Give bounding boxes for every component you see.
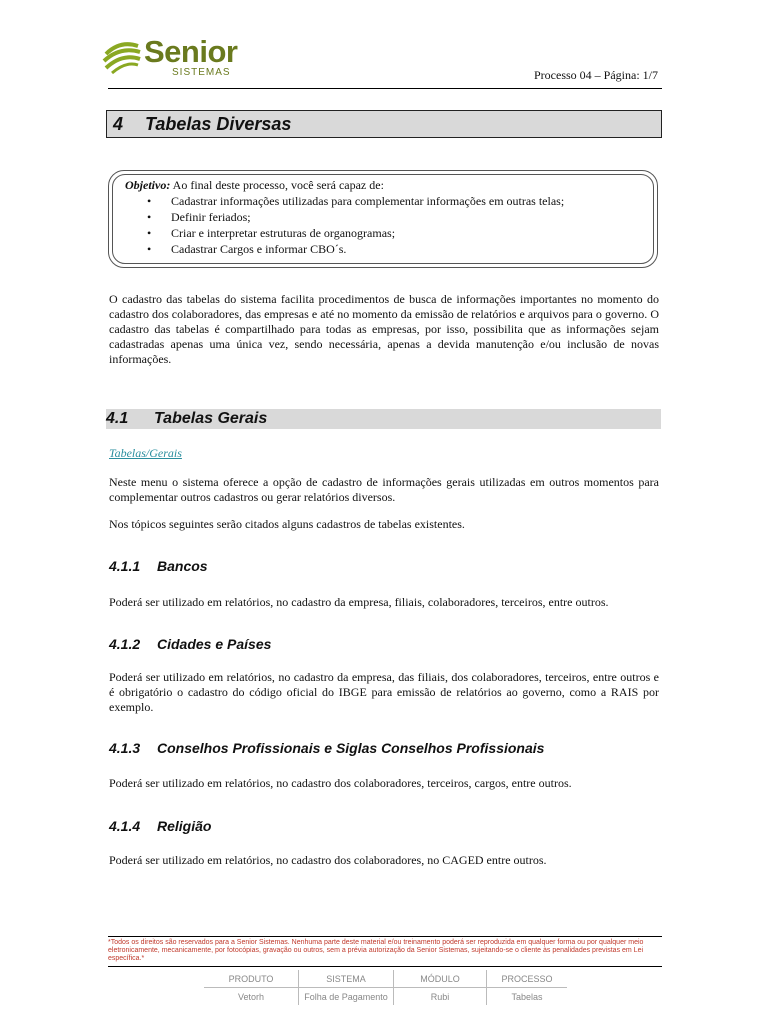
section-heading bbox=[106, 409, 661, 429]
subsection-title: Cidades e Países bbox=[157, 636, 272, 652]
footer-divider-top bbox=[108, 936, 662, 937]
objective-content bbox=[125, 177, 564, 257]
logo-wordmark: Senior bbox=[144, 34, 238, 69]
chapter-heading bbox=[106, 110, 662, 138]
subsection-heading-cidades bbox=[109, 636, 271, 652]
senior-logo bbox=[100, 34, 240, 84]
subsection-text-religiao: Poderá ser utilizado em relatórios, no cadastro dos colaboradores, no CAGED entre outros. bbox=[109, 853, 547, 867]
objective-item: • Cadastrar informações utilizadas para complementar informações em outras telas; bbox=[171, 193, 564, 209]
footer-info-table bbox=[204, 970, 567, 1005]
subsection-heading-religiao bbox=[109, 818, 211, 834]
footer-divider-bottom bbox=[108, 966, 662, 967]
subsection-number: 4.1.1 bbox=[109, 558, 141, 574]
subsection-title: Conselhos Profissionais e Siglas Conselhos Profissionais bbox=[157, 740, 545, 756]
subsection-title: Religião bbox=[157, 818, 212, 834]
footer-value-processo: Tabelas bbox=[511, 991, 543, 1002]
section-paragraph-1: Neste menu o sistema oferece a opção de cadastro de informações gerais utilizadas em outros momentos para complementar outros cadastros ou gerar relatórios diversos. bbox=[109, 475, 659, 504]
footer-header-processo: PROCESSO bbox=[487, 970, 568, 988]
footer-header-modulo: MÓDULO bbox=[394, 970, 487, 988]
footer-value-modulo: Rubi bbox=[394, 988, 487, 1006]
objective-item: • Cadastrar Cargos e informar CBO´s. bbox=[171, 241, 564, 257]
objective-label: Objetivo: bbox=[125, 178, 171, 192]
footer-value-sistema: Folha de Pagamento bbox=[299, 988, 394, 1006]
section-number: 4.1 bbox=[106, 410, 129, 427]
objective-intro: Ao final deste processo, você será capaz de: bbox=[172, 178, 384, 192]
tabelas-gerais-link[interactable]: Tabelas/Gerais bbox=[109, 446, 182, 460]
subsection-heading-conselhos bbox=[109, 740, 544, 756]
header-divider bbox=[108, 88, 662, 89]
subsection-title: Bancos bbox=[157, 558, 208, 574]
logo-subtitle: SISTEMAS bbox=[172, 67, 231, 78]
intro-paragraph: O cadastro das tabelas do sistema facilita procedimentos de busca de informações importantes no momento do cadastro dos colaboradores, das empresas e até no momento da emissão de relatórios e arquivos para o governo. O cadastro das tabelas é compartilhado para todas as empresas, por isso, possibilita que as informações sejam cadastradas apenas uma única vez, sendo necessária, apenas a devida manutenção e/ou inclusão de novas informações. bbox=[109, 292, 659, 366]
objective-intro-line bbox=[125, 177, 564, 193]
objective-list bbox=[125, 193, 564, 257]
subsection-number: 4.1.3 bbox=[109, 740, 141, 756]
senior-logo-icon bbox=[100, 36, 144, 76]
section-paragraph-2: Nos tópicos seguintes serão citados alguns cadastros de tabelas existentes. bbox=[109, 517, 465, 531]
page-info: Processo 04 – Página: 1/7 bbox=[534, 68, 658, 82]
chapter-title: Tabelas Diversas bbox=[145, 114, 292, 134]
subsection-heading-bancos bbox=[109, 558, 208, 574]
footer-header-sistema: SISTEMA bbox=[299, 970, 394, 988]
footer-header-produto: PRODUTO bbox=[204, 970, 299, 988]
subsection-number: 4.1.4 bbox=[109, 818, 141, 834]
footer-value-produto: Vetorh bbox=[204, 988, 299, 1006]
objective-item: • Criar e interpretar estruturas de organogramas; bbox=[171, 225, 564, 241]
subsection-text-bancos: Poderá ser utilizado em relatórios, no cadastro da empresa, filiais, colaboradores, terceiros, entre outros. bbox=[109, 595, 609, 609]
section-title: Tabelas Gerais bbox=[154, 410, 268, 427]
subsection-text-conselhos: Poderá ser utilizado em relatórios, no cadastro dos colaboradores, terceiros, cargos, entre outros. bbox=[109, 776, 572, 790]
copyright-notice: *Todos os direitos são reservados para a Senior Sistemas. Nenhuma parte deste material e/ou treinamento poderá ser reproduzida em qualquer forma ou por qualquer meio eletronicamente, mecanicamente, por fotocópias, gravação ou outros, sem a prévia autorização da Senior Sistemas, sujeitando-se o cliente às penalidades previstas em Lei específica.* bbox=[108, 939, 644, 962]
subsection-text-cidades: Poderá ser utilizado em relatórios, no cadastro da empresa, das filiais, dos colaboradores, terceiros, entre outros e é obrigatório o cadastro do código oficial do IBGE para emissão de relatórios ao governo, como a RAIS por exemplo. bbox=[109, 670, 659, 714]
objective-item: • Definir feriados; bbox=[171, 209, 564, 225]
chapter-number: 4 bbox=[113, 114, 124, 134]
subsection-number: 4.1.2 bbox=[109, 636, 141, 652]
